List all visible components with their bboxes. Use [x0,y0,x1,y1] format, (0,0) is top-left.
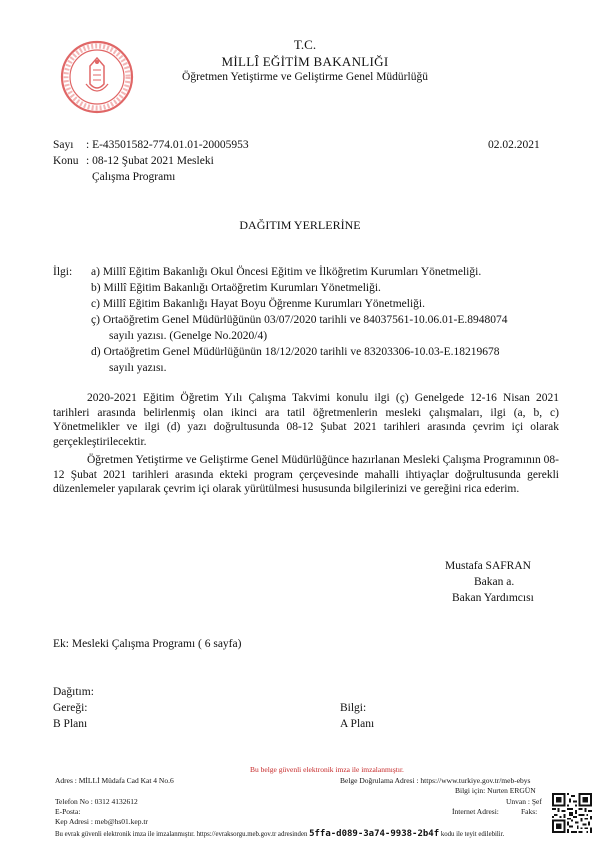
footer-verify-url[interactable]: Belge Doğrulama Adresi : https://www.turkiye.gov.tr/meb-ebys [340,776,531,785]
ilgi-item-cc [91,314,508,326]
ilgi-text: Ortaöğretim Genel Müdürlüğünün 18/12/2020 tarihli ve 83203306-10.03-E.18219678 [103,346,500,358]
footer-address: Adres : MİLLİ Müdafa Cad Kat 4 No.6 [55,776,174,785]
footer-phone: Telefon No : 0312 4132612 [55,797,138,806]
footer-bottom-line [55,829,504,839]
ilgi-letter: d) [91,346,101,358]
qr-code-icon [552,793,592,833]
esign-notice: Bu belge güvenli elektronik imza ile imzalanmıştır. [250,765,404,774]
distribution-label: Dağıtım: [53,686,94,698]
ilgi-text: Millî Eğitim Bakanlığı Ortaöğretim Kurumları Yönetmeliği. [103,282,381,294]
body-paragraph-1: 2020-2021 Eğitim Öğretim Yılı Çalışma Takvimi konulu ilgi (ç) Genelgede 12-16 Nisan 2021 tarihleri arasında belirlenmiş olan ikinci ara tatil öğretmenlerin mesleki çalışmaları, ilgi (a, b, c) Yönetmelikler ve ilgi (d) yazı doğrultusunda 08-12 Şubat 2021 tarihleri arasında çevrim içi olarak gerçekleştirilecektir. [53,392,559,448]
ilgi-label: İlgi: [53,266,73,278]
sayi-label: Sayı [53,139,74,151]
ilgi-text: Millî Eğitim Bakanlığı Hayat Boyu Öğrenme Kurumları Yönetmeliği. [102,298,425,310]
footer-bottom-prefix: Bu evrak güvenli elektronik imza ile imzalanmıştır. https://evraksorgu.meb.gov.tr adresinden [55,831,308,838]
ilgi-text: Millî Eğitim Bakanlığı Okul Öncesi Eğitim ve İlköğretim Kurumları Yönetmeliği. [102,266,482,278]
footer-unvan: Unvan : Şef [506,797,542,806]
verification-code: 5ffa-d089-3a74-9938-2b4f [309,829,440,839]
ilgi-item-d [91,346,500,358]
gereg-label: Gereği: [53,702,88,714]
ministry-seal-icon [60,40,134,114]
ilgi-item-a [91,266,481,278]
konu-value-cont: Çalışma Programı [92,171,176,183]
signatory-name: Mustafa SAFRAN [445,560,531,572]
footer-email: E-Posta: [55,807,81,816]
ilgi-item-cc-cont: sayılı yazısı. (Genelge No.2020/4) [109,330,268,342]
gereg-value: B Planı [53,718,88,730]
sayi-value: : E-43501582-774.01.01-20005953 [86,139,249,151]
footer-kep: Kep Adresi : meb@hs01.kep.tr [55,817,148,826]
ilgi-item-b [91,282,381,294]
header-tc: T.C. [293,37,317,52]
bilgi-value: A Planı [340,718,375,730]
recipient-heading: DAĞITIM YERLERİNE [239,218,361,232]
signatory-title-1: Bakan a. [474,576,515,588]
header-directorate: Öğretmen Yetiştirme ve Geliştirme Genel Müdürlüğü [182,71,428,83]
document-date: 02.02.2021 [488,139,540,151]
footer-fax: Faks: [521,807,538,816]
ilgi-letter: a) [91,266,100,278]
attachment-line: Ek: Mesleki Çalışma Programı ( 6 sayfa) [53,638,242,650]
ilgi-letter: ç) [91,314,100,326]
ilgi-letter: b) [91,282,101,294]
body-paragraph-2: Öğretmen Yetiştirme ve Geliştirme Genel Müdürlüğünce hazırlanan Mesleki Çalışma Programının 08-12 Şubat 2021 tarihleri arasında ekteki program çerçevesinde mahalli ihtiyaçlar doğrultusunda gerekli düzenlemeler yapılarak çevrim içi olarak yürütülmesi hususunda bilgilerinizi ve gereğini rica ederim. [53,454,559,496]
ilgi-letter: c) [91,298,100,310]
footer-bottom-suffix: kodu ile teyit edilebilir. [440,831,505,838]
header-ministry: MİLLÎ EĞİTİM BAKANLIĞI [221,54,389,69]
konu-label: Konu [53,155,79,167]
footer-internet: İnternet Adresi: [452,807,499,816]
signatory-title-2: Bakan Yardımcısı [452,592,534,604]
ilgi-text: Ortaöğretim Genel Müdürlüğünün 03/07/2020 tarihli ve 84037561-10.06.01-E.8948074 [102,314,508,326]
footer-info-for: Bilgi için: Nurten ERGÜN [455,786,536,795]
ilgi-item-d-cont: sayılı yazısı. [109,362,167,374]
bilgi-label: Bilgi: [340,702,367,714]
konu-value: : 08-12 Şubat 2021 Mesleki [86,155,214,167]
ilgi-item-c [91,298,425,310]
